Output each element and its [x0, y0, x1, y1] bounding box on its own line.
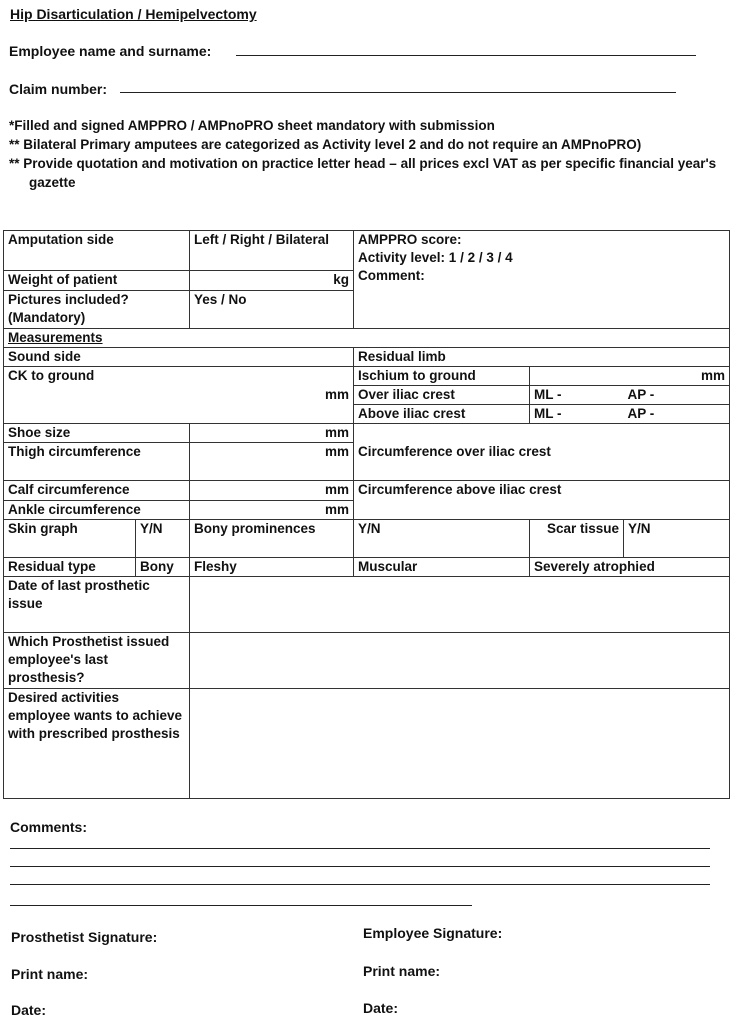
- note-1: *Filled and signed AMPPRO / AMPnoPRO sheet mandatory with submission: [9, 118, 495, 133]
- which-prosthetist-label: Which Prosthetist issued employee's last prosthesis?: [4, 633, 190, 689]
- comment-label: Comment:: [358, 268, 425, 283]
- pictures-yes-no[interactable]: Yes / No: [190, 291, 354, 329]
- scar-tissue-yn[interactable]: Y/N: [624, 520, 730, 558]
- ankle-circ-label: Ankle circumference: [4, 501, 190, 520]
- circ-above-iliac-label[interactable]: Circumference above iliac crest: [354, 481, 730, 520]
- employee-date-label: Date:: [363, 1000, 399, 1016]
- residual-bony[interactable]: Bony: [136, 558, 190, 577]
- prosthetist-print-name-label: Print name:: [11, 966, 89, 982]
- calf-circ-value[interactable]: mm: [190, 481, 354, 501]
- skin-graph-yn[interactable]: Y/N: [136, 520, 190, 558]
- above-iliac-ap[interactable]: AP -: [624, 405, 730, 424]
- amppro-score-label: AMPPRO score:: [358, 232, 462, 247]
- over-iliac-label: Over iliac crest: [354, 386, 530, 405]
- comments-line-4[interactable]: [10, 905, 472, 906]
- thigh-circ-value[interactable]: mm: [190, 443, 354, 481]
- employee-signature-label: Employee Signature:: [363, 925, 503, 941]
- prosthetist-signature-label: Prosthetist Signature:: [11, 929, 158, 945]
- over-iliac-ap[interactable]: AP -: [624, 386, 730, 405]
- which-prosthetist-value[interactable]: [190, 633, 730, 689]
- notes: [9, 116, 724, 192]
- bony-prominences-yn[interactable]: Y/N: [354, 520, 530, 558]
- comments-line-3[interactable]: [10, 884, 710, 885]
- ischium-value[interactable]: mm: [530, 367, 730, 386]
- ck-unit: mm: [325, 387, 350, 402]
- comments-line-1[interactable]: [10, 848, 710, 849]
- above-iliac-label: Above iliac crest: [354, 405, 530, 424]
- calf-circ-label: Calf circumference: [4, 481, 190, 501]
- assessment-table: [3, 230, 730, 799]
- residual-type-label: Residual type: [4, 558, 136, 577]
- amputation-side-label: Amputation side: [4, 231, 190, 271]
- ck-to-ground-value[interactable]: [190, 367, 354, 424]
- employee-name-label: Employee name and surname:: [9, 43, 212, 59]
- date-last-issue-label: Date of last prosthetic issue: [4, 577, 190, 633]
- weight-unit[interactable]: kg: [190, 271, 354, 291]
- pictures-label: Pictures included? (Mandatory): [4, 291, 190, 329]
- circ-over-iliac-label[interactable]: Circumference over iliac crest: [354, 424, 730, 481]
- claim-number-line[interactable]: [120, 92, 676, 93]
- comments-label: Comments:: [10, 819, 88, 835]
- claim-number-label: Claim number:: [9, 81, 108, 97]
- prosthetist-date-label: Date:: [11, 1002, 47, 1018]
- ischium-label: Ischium to ground: [354, 367, 530, 386]
- date-last-issue-value[interactable]: [190, 577, 730, 633]
- above-iliac-ml[interactable]: ML -: [530, 405, 624, 424]
- comments-line-2[interactable]: [10, 866, 710, 867]
- thigh-circ-label: Thigh circumference: [4, 443, 190, 481]
- ck-to-ground-label: CK to ground: [4, 367, 190, 424]
- employee-name-line[interactable]: [236, 55, 696, 56]
- ankle-circ-value[interactable]: mm: [190, 501, 354, 520]
- note-3: ** Provide quotation and motivation on practice letter head – all prices excl VAT as per specific financial year's gazette: [9, 156, 717, 190]
- scar-tissue-label: Scar tissue: [530, 520, 624, 558]
- side-options[interactable]: Left / Right / Bilateral: [190, 231, 354, 271]
- over-iliac-ml[interactable]: ML -: [530, 386, 624, 405]
- residual-atrophied[interactable]: Severely atrophied: [530, 558, 730, 577]
- bony-prominences-label: Bony prominences: [190, 520, 354, 558]
- residual-fleshy[interactable]: Fleshy: [190, 558, 354, 577]
- shoe-size-label: Shoe size: [4, 424, 190, 443]
- note-2: ** Bilateral Primary amputees are categorized as Activity level 2 and do not require an AMPnoPRO): [9, 137, 642, 152]
- residual-limb-header: Residual limb: [354, 348, 730, 367]
- employee-print-name-label: Print name:: [363, 963, 441, 979]
- residual-muscular[interactable]: Muscular: [354, 558, 530, 577]
- skin-graph-label: Skin graph: [4, 520, 136, 558]
- measurements-header: Measurements: [4, 329, 730, 348]
- amppro-cell[interactable]: [354, 231, 730, 329]
- form-title: Hip Disarticulation / Hemipelvectomy: [10, 6, 257, 22]
- desired-activities-value[interactable]: [190, 689, 730, 799]
- desired-activities-label: Desired activities employee wants to achieve with prescribed prosthesis: [4, 689, 190, 799]
- sound-side-header: Sound side: [4, 348, 354, 367]
- shoe-size-value[interactable]: mm: [190, 424, 354, 443]
- weight-label: Weight of patient: [4, 271, 190, 291]
- activity-level-label: Activity level: 1 / 2 / 3 / 4: [358, 250, 513, 265]
